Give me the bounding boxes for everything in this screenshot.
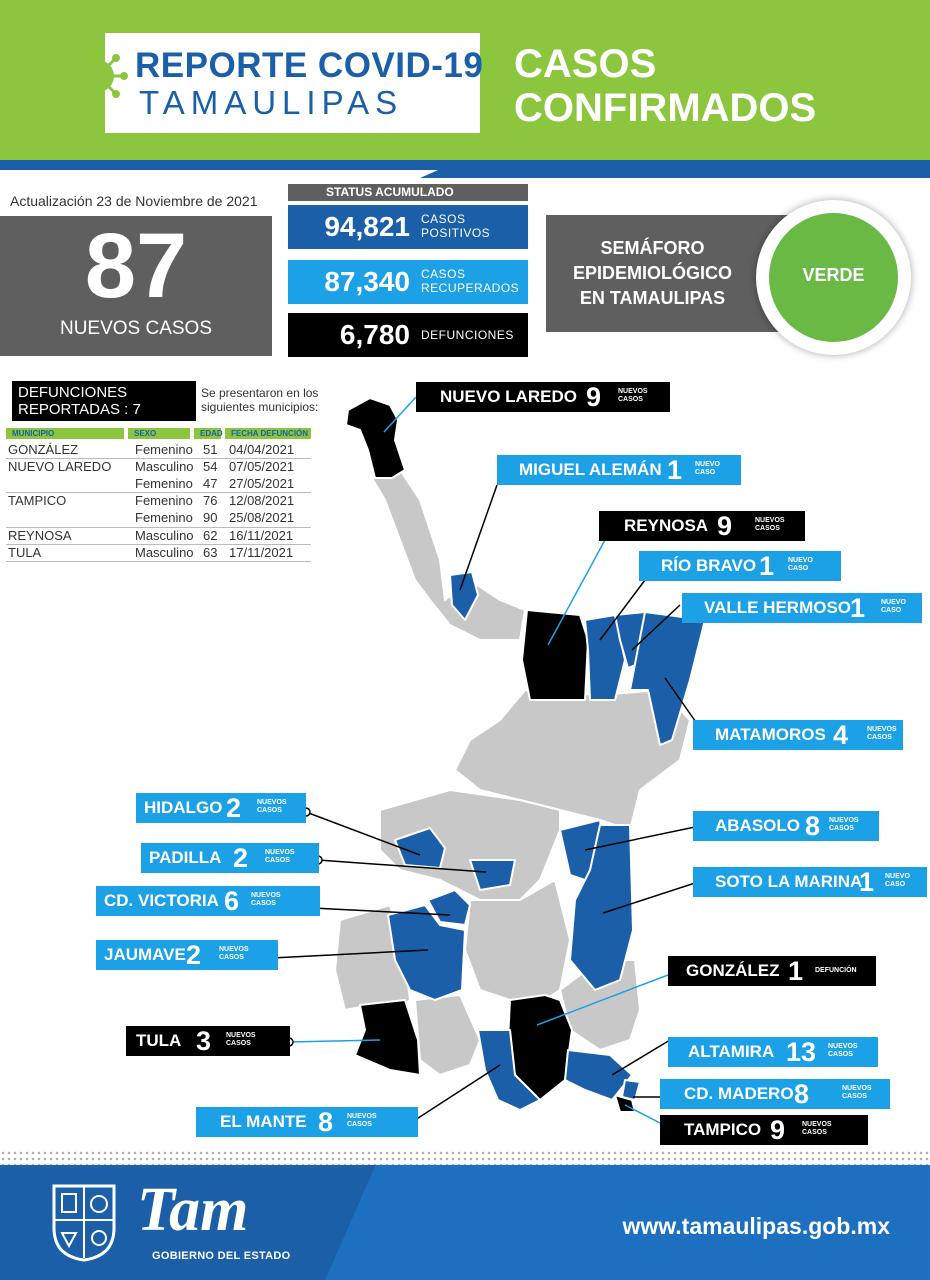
label-tag-line1: NUEVOS xyxy=(755,517,785,524)
label-hidalgo xyxy=(136,793,306,823)
label-name: MIGUEL ALEMÁN xyxy=(519,460,662,479)
new-cases-value: 87 xyxy=(84,215,188,317)
label-tag xyxy=(881,599,906,615)
death-fecha: 07/05/2021 xyxy=(229,459,295,474)
label-altamira xyxy=(668,1037,878,1067)
death-municipio: TULA xyxy=(8,545,42,560)
label-tag xyxy=(885,873,910,889)
label-tula xyxy=(126,1026,290,1056)
label-count: 8 xyxy=(794,1079,810,1109)
label-tag xyxy=(695,461,720,477)
label-tag xyxy=(829,817,859,833)
label-tag-line1: NUEVOS xyxy=(618,388,648,395)
label-name: RÍO BRAVO xyxy=(661,556,757,575)
death-edad: 90 xyxy=(203,510,218,525)
semaforo-line3: EN TAMAULIPAS xyxy=(579,288,726,308)
label-el-mante xyxy=(196,1107,418,1137)
label-tag-line1: NUEVOS xyxy=(802,1121,832,1128)
stat-positivos-value: 94,821 xyxy=(324,211,410,242)
map-reynosa xyxy=(522,610,588,700)
deaths-title-line1: DEFUNCIONES xyxy=(18,384,128,401)
label-tag xyxy=(755,517,785,533)
semaforo-line2: EPIDEMIOLÓGICO xyxy=(572,263,732,283)
label-name: VALLE HERMOSO xyxy=(704,598,852,617)
label-tag-line2: CASO xyxy=(885,881,906,888)
label-count: 1 xyxy=(850,593,866,623)
col-header-sexo: SEXO xyxy=(128,428,190,439)
footer-dots xyxy=(0,1150,930,1166)
death-sexo: Masculino xyxy=(135,459,194,474)
tam-logo: Tam xyxy=(137,1176,249,1244)
label-count: 9 xyxy=(770,1115,786,1145)
label-tag-line2: CASO xyxy=(788,565,809,572)
death-edad: 62 xyxy=(203,528,218,543)
label-tag xyxy=(867,726,897,742)
label-tag xyxy=(842,1085,872,1101)
death-fecha: 12/08/2021 xyxy=(229,493,295,508)
label-tag-line2: CASOS xyxy=(867,734,892,741)
col-header-municipio: MUNICIPIO xyxy=(6,428,124,439)
death-fecha: 27/05/2021 xyxy=(229,476,295,491)
label-tag-line1: DEFUNCIÓN xyxy=(815,967,857,974)
label-tag xyxy=(618,388,648,404)
death-fecha: 16/11/2021 xyxy=(229,528,294,543)
label-soto-la-marina xyxy=(693,867,927,897)
label-cd-victoria xyxy=(96,886,320,916)
label-name: EL MANTE xyxy=(220,1112,307,1131)
label-abasolo xyxy=(693,811,879,841)
label-name: GONZÁLEZ xyxy=(686,961,780,980)
label-count: 1 xyxy=(788,956,804,986)
death-sexo: Masculino xyxy=(135,545,194,560)
death-municipio: NUEVO LAREDO xyxy=(8,459,112,474)
label-count: 8 xyxy=(805,811,821,841)
label-count: 3 xyxy=(196,1026,212,1056)
label-tag-line2: CASOS xyxy=(618,396,643,403)
death-municipio: REYNOSA xyxy=(8,528,72,543)
label-count: 2 xyxy=(186,940,202,970)
label-name: NUEVO LAREDO xyxy=(440,387,577,406)
label-name: PADILLA xyxy=(149,848,222,867)
col-header-edad: EDAD xyxy=(194,428,221,439)
label-name: JAUMAVE xyxy=(104,945,186,964)
label-tag-line2: CASOS xyxy=(226,1040,251,1047)
label-count: 1 xyxy=(667,455,683,485)
label-name: ABASOLO xyxy=(715,816,800,835)
label-name: TAMPICO xyxy=(684,1120,762,1139)
label-name: CD. MADERO xyxy=(684,1084,794,1103)
label-tag-line1: NUEVOS xyxy=(867,726,897,733)
label-tag-line2: CASOS xyxy=(347,1121,372,1128)
map-tula xyxy=(355,1000,420,1075)
label-tag-line1: NUEVOS xyxy=(226,1032,256,1039)
label-tag-line2: CASOS xyxy=(265,857,290,864)
stat-defunciones-label: DEFUNCIONES xyxy=(421,328,514,342)
map-region-north-strip xyxy=(372,470,525,640)
label-name: HIDALGO xyxy=(144,798,223,817)
label-tag xyxy=(226,1032,256,1048)
label-count: 8 xyxy=(318,1107,334,1137)
label-tag-line1: NUEVOS xyxy=(265,849,295,856)
death-municipio: GONZÁLEZ xyxy=(8,442,79,457)
label-count: 4 xyxy=(833,720,849,750)
new-cases-label: NUEVOS CASOS xyxy=(59,318,213,339)
death-edad: 54 xyxy=(203,459,218,474)
death-sexo: Masculino xyxy=(135,528,194,543)
label-count: 9 xyxy=(586,382,602,412)
label-tag-line1: NUEVOS xyxy=(219,946,249,953)
stat-recuperados-label-1: CASOS xyxy=(421,267,466,281)
stat-positivos-label-1: CASOS xyxy=(421,212,466,226)
death-edad: 47 xyxy=(203,476,218,491)
death-edad: 76 xyxy=(203,493,218,508)
death-sexo: Femenino xyxy=(135,476,193,491)
label-count: 13 xyxy=(786,1037,817,1067)
label-tag-line1: NUEVO xyxy=(695,461,720,468)
label-tag xyxy=(828,1043,858,1059)
label-tag-line2: CASOS xyxy=(828,1051,853,1058)
label-tag-line1: NUEVOS xyxy=(347,1113,377,1120)
label-jaumave xyxy=(96,940,278,970)
label-name: CD. VICTORIA xyxy=(104,891,219,910)
stat-defunciones-value: 6,780 xyxy=(339,319,410,350)
label-tag xyxy=(788,557,813,573)
label-tag-line2: CASOS xyxy=(755,525,780,532)
label-tag-line2: CASOS xyxy=(257,807,282,814)
deaths-note-line1: Se presentaron en los xyxy=(201,386,319,400)
website-link[interactable]: www.tamaulipas.gob.mx xyxy=(622,1213,890,1239)
update-date: Actualización 23 de Noviembre de 2021 xyxy=(10,193,258,209)
map-region-south-gray xyxy=(415,995,480,1075)
label-tag xyxy=(802,1121,832,1137)
col-header-fecha: FECHA DEFUNCIÓN xyxy=(225,428,311,439)
label-name: REYNOSA xyxy=(624,516,709,535)
label-tag xyxy=(815,967,857,975)
status-title: STATUS ACUMULADO xyxy=(288,184,528,201)
death-fecha: 25/08/2021 xyxy=(229,510,295,525)
death-municipio: TAMPICO xyxy=(8,493,67,508)
label-tag xyxy=(257,799,287,815)
state-crest-icon xyxy=(44,1178,124,1263)
semaforo-value: VERDE xyxy=(802,265,865,285)
gobierno-label: GOBIERNO DEL ESTADO xyxy=(152,1250,291,1262)
map-nuevo-laredo xyxy=(346,398,405,478)
label-count: 1 xyxy=(859,867,875,897)
label-tag-line2: CASO xyxy=(881,607,902,614)
label-count: 2 xyxy=(233,843,249,873)
label-tag-line2: CASOS xyxy=(802,1129,827,1136)
death-edad: 51 xyxy=(203,442,218,457)
label-count: 9 xyxy=(717,511,733,541)
stat-recuperados-label-2: RECUPERADOS xyxy=(421,281,520,295)
label-name: MATAMOROS xyxy=(715,725,826,744)
label-tag-line2: CASO xyxy=(695,469,716,476)
label-tag xyxy=(219,946,249,962)
stat-positivos-label-2: POSITIVOS xyxy=(421,226,491,240)
label-tag-line1: NUEVOS xyxy=(842,1085,872,1092)
label-miguel-aleman xyxy=(497,455,741,485)
death-edad: 63 xyxy=(203,545,218,560)
report-subtitle: TAMAULIPAS xyxy=(139,84,404,121)
label-cd-madero xyxy=(660,1079,890,1109)
label-tag-line2: CASOS xyxy=(251,900,276,907)
section-title-line1: CASOS xyxy=(514,42,657,86)
label-name: ALTAMIRA xyxy=(688,1042,775,1061)
label-rio-bravo xyxy=(639,551,841,581)
label-tag-line1: NUEVOS xyxy=(828,1043,858,1050)
label-count: 2 xyxy=(226,793,242,823)
death-sexo: Femenino xyxy=(135,442,193,457)
deaths-note-line2: siguientes municipios: xyxy=(201,400,319,414)
death-sexo: Femenino xyxy=(135,510,193,525)
label-tag-line2: CASOS xyxy=(219,954,244,961)
label-tag-line1: NUEVOS xyxy=(251,892,281,899)
report-title: REPORTE COVID-19 xyxy=(135,46,484,85)
semaforo-line1: SEMÁFORO xyxy=(600,238,705,258)
label-tag-line2: CASOS xyxy=(829,825,854,832)
label-matamoros xyxy=(693,720,903,750)
label-tampico xyxy=(660,1115,868,1145)
section-title-line2: CONFIRMADOS xyxy=(514,86,817,130)
label-tag-line2: CASOS xyxy=(842,1093,867,1100)
label-tag-line1: NUEVO xyxy=(788,557,813,564)
label-name: SOTO LA MARINA xyxy=(715,872,863,891)
label-padilla xyxy=(141,843,319,873)
label-tag xyxy=(347,1113,377,1129)
death-fecha: 04/04/2021 xyxy=(229,442,295,457)
stat-recuperados-value: 87,340 xyxy=(324,266,410,297)
deaths-title-line2: REPORTADAS : 7 xyxy=(18,401,141,418)
death-fecha: 17/11/2021 xyxy=(229,545,294,560)
label-nuevo-laredo xyxy=(416,382,670,412)
label-reynosa xyxy=(599,511,805,541)
label-valle-hermoso xyxy=(682,593,922,623)
label-count: 1 xyxy=(759,551,775,581)
label-gonzalez xyxy=(668,956,876,986)
label-name: TULA xyxy=(136,1031,182,1050)
death-sexo: Femenino xyxy=(135,493,193,508)
label-tag-line1: NUEVO xyxy=(881,599,906,606)
label-tag-line1: NUEVO xyxy=(885,873,910,880)
label-tag xyxy=(251,892,281,908)
label-count: 6 xyxy=(224,886,240,916)
label-tag xyxy=(265,849,295,865)
label-tag-line1: NUEVOS xyxy=(829,817,859,824)
label-tag-line1: NUEVOS xyxy=(257,799,287,806)
